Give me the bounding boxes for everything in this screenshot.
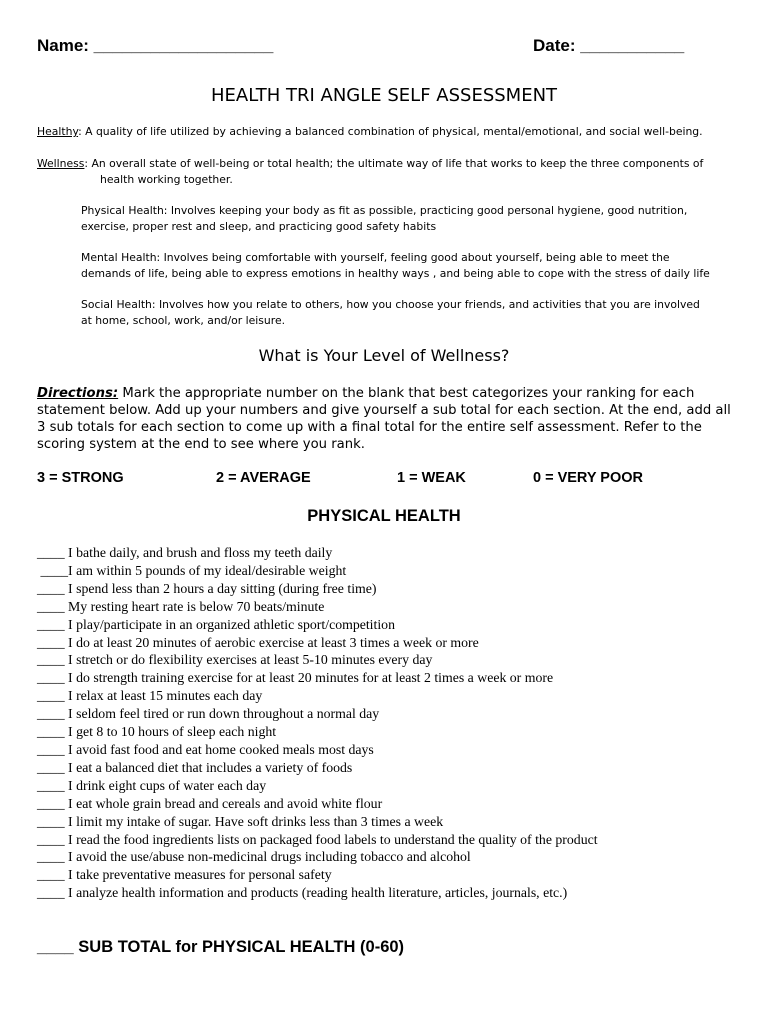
subtotal-physical-health[interactable]: ____ SUB TOTAL for PHYSICAL HEALTH (0-60)	[37, 938, 405, 956]
physical-health-checklist	[37, 544, 747, 902]
checklist-item[interactable]: ____ I avoid the use/abuse non-medicinal drugs including tobacco and alcohol	[37, 849, 471, 865]
definition-mental-health	[81, 250, 741, 281]
checklist-item[interactable]: ____ I read the food ingredients lists on packaged food labels to understand the quality of the product	[37, 831, 598, 847]
term-healthy: Healthy	[37, 125, 79, 138]
definition-social-health	[81, 297, 741, 328]
scale-very-poor: 0 = VERY POOR	[533, 470, 644, 486]
checklist-item[interactable]: ____ I limit my intake of sugar. Have soft drinks less than 3 times a week	[37, 813, 444, 829]
social-health-line1: Social Health: Involves how you relate to others, how you choose your friends, and activities that you are involved	[81, 298, 700, 311]
scale-strong: 3 = STRONG	[37, 470, 124, 486]
checklist-item[interactable]: ____ I eat whole grain bread and cereals and avoid white flour	[37, 795, 383, 811]
social-health-line2: at home, school, work, and/or leisure.	[81, 313, 286, 327]
checklist-item[interactable]: ____ I eat a balanced diet that includes a variety of foods	[37, 759, 353, 775]
checklist-item[interactable]: ____ I analyze health information and products (reading health literature, articles, journals, etc.)	[37, 885, 568, 901]
directions	[37, 385, 737, 453]
checklist-item[interactable]: ____ I do at least 20 minutes of aerobic exercise at least 3 times a week or more	[37, 634, 479, 650]
checklist-item[interactable]: ____ I stretch or do flexibility exercises at least 5-10 minutes every day	[37, 652, 433, 668]
checklist-item[interactable]: ____ I avoid fast food and eat home cooked meals most days	[37, 741, 374, 757]
checklist-item[interactable]: ____ I seldom feel tired or run down throughout a normal day	[37, 706, 380, 722]
checklist-item[interactable]: ____I am within 5 pounds of my ideal/desirable weight	[37, 562, 347, 578]
definition-physical-health	[81, 203, 741, 234]
date-field-label: Date: ___________	[533, 36, 685, 55]
checklist-item[interactable]: ____ My resting heart rate is below 70 beats/minute	[37, 598, 325, 614]
mental-health-line1: Mental Health: Involves being comfortable with yourself, feeling good about yourself, being able to meet the	[81, 251, 670, 264]
physical-health-line1: Physical Health: Involves keeping your body as fit as possible, practicing good personal hygiene, good nutrition,	[81, 204, 688, 217]
definition-wellness-text-cont: health working together.	[100, 173, 233, 186]
checklist-item[interactable]: ____ I do strength training exercise for at least 20 minutes for at least 2 times a week or more	[37, 670, 554, 686]
definition-wellness	[37, 156, 737, 188]
checklist-item[interactable]: ____ I bathe daily, and brush and floss my teeth daily	[37, 545, 333, 560]
definition-healthy-text: : A quality of life utilized by achieving a balanced combination of physical, mental/emotional, and social well-being.	[78, 125, 703, 138]
checklist-item[interactable]: ____ I relax at least 15 minutes each day	[37, 688, 263, 704]
checklist-item[interactable]: ____ I spend less than 2 hours a day sitting (during free time)	[37, 580, 377, 596]
directions-label: Directions:	[37, 386, 119, 401]
scale-weak: 1 = WEAK	[397, 470, 466, 486]
directions-text: Mark the appropriate number on the blank that best categorizes your ranking for each statement below. Add up your numbers and give yourself a sub total for each section. At the end, add all 3 sub totals for each section to come up with a final total for the entire self assessment. Refer to the scoring system at the end to see where you rank.	[37, 386, 731, 452]
physical-health-line2: exercise, proper rest and sleep, and practicing good safety habits	[81, 219, 437, 233]
checklist-item[interactable]: ____ I get 8 to 10 hours of sleep each night	[37, 724, 277, 740]
section-heading-physical-health: PHYSICAL HEALTH	[307, 507, 461, 525]
wellness-heading: What is Your Level of Wellness?	[258, 346, 510, 365]
mental-health-line2: demands of life, being able to express emotions in healthy ways , and being able to cope with the stress of daily life	[81, 266, 710, 280]
scale-average: 2 = AVERAGE	[216, 470, 311, 486]
definition-wellness-text: : An overall state of well-being or total health; the ultimate way of life that works to keep the three components of	[84, 157, 704, 170]
checklist-item[interactable]: ____ I play/participate in an organized athletic sport/competition	[37, 616, 395, 632]
page-title: HEALTH TRI ANGLE SELF ASSESSMENT	[210, 85, 558, 106]
term-wellness: Wellness	[37, 157, 85, 170]
name-field-label: Name: ___________________	[37, 36, 274, 55]
definition-healthy	[37, 124, 737, 140]
checklist-item[interactable]: ____ I drink eight cups of water each day	[37, 777, 267, 793]
checklist-item[interactable]: ____ I take preventative measures for personal safety	[37, 867, 332, 883]
